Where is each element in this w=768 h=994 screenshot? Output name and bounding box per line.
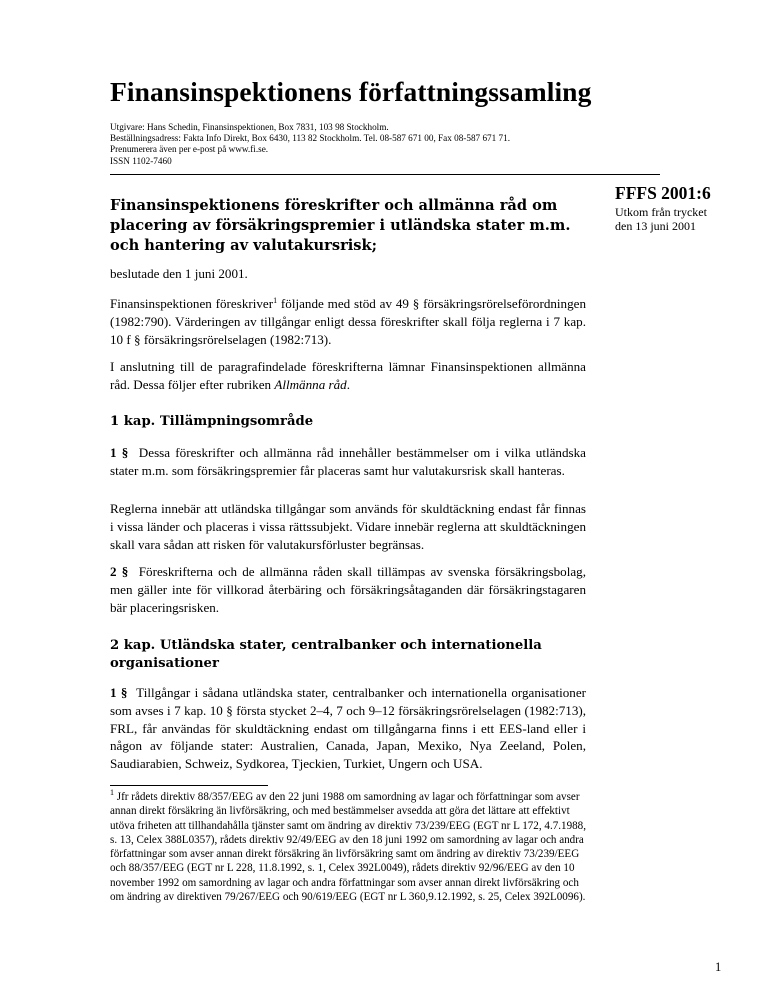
footnote — [110, 790, 586, 904]
footnote-divider — [110, 785, 268, 786]
publication-date-line: den 13 juni 2001 — [615, 219, 696, 233]
section-number: 2 § — [110, 564, 129, 579]
publisher-info — [110, 122, 670, 167]
footnote-marker: 1 — [110, 788, 114, 797]
chapter-1-section-1-paragraph-2: Reglerna innebär att utländska tillgångar som används för skuldtäckning endast får finnas i vissa länder och placeras i vissa rättssubjekt. Vidare innebär reglerna att skuldtäckningen skall vara sådan att risken för valutakursförluster begränsas. — [110, 501, 586, 552]
ffs-code: FFFS 2001:6 — [615, 183, 711, 203]
section-number: 1 § — [110, 685, 128, 700]
decision-date: beslutade den 1 juni 2001. — [110, 266, 248, 281]
advice-text-end: . — [346, 376, 350, 392]
advice-paragraph — [110, 358, 586, 394]
chapter-1-section-2 — [110, 563, 586, 616]
publisher-line: Utgivare: Hans Schedin, Finansinspektionen, Box 7831, 103 98 Stockholm. — [110, 122, 389, 132]
publication-title: Finansinspektionens författningssamling — [110, 76, 592, 107]
header-divider — [110, 174, 660, 175]
advice-text: I anslutning till de paragrafindelade föreskrifterna lämnar Finansinspektionen allmänna råd. Dessa följer efter rubriken — [110, 359, 586, 392]
footnote-reference: 1 — [273, 296, 278, 305]
section-number: 1 § — [110, 445, 129, 460]
intro-text-part1: Finansinspektionen föreskriver — [110, 296, 274, 311]
order-address-line: Beställningsadress: Fakta Info Direkt, Box 6430, 113 82 Stockholm. Tel. 08-587 671 00, Fax 08-587 671 71. — [110, 133, 511, 144]
chapter-1-section-1 — [110, 444, 586, 480]
document-title: Finansinspektionens föreskrifter och allmänna råd om placering av försäkringspremier i utländska stater m.m. och hantering av valutakursrisk; — [110, 197, 571, 254]
page-number: 1 — [715, 960, 722, 974]
issn-line: ISSN 1102-7460 — [110, 155, 172, 166]
chapter-2-heading: 2 kap. Utländska stater, centralbanker och internationella organisationer — [110, 638, 542, 671]
footnote-text: Jfr rådets direktiv 88/357/EEG av den 22 juni 1988 om samordning av lagar och författningar som avser annan direkt försäkring än livförsäkring, och med bestämmelser avsedda att göra det lättare att effektivt utöva friheten att tillhandahålla tjänster samt om ändring av direktiv 73/239/EEG (EGT nr L 172, 4.7.1988, s. 13, Celex 388L0357), rådets direktiv 92/49/EEG av den 18 juni 1992 om samordning av lagar och andra författningar som avser annan direkt försäkring än livförsäkring samt om ändring av direktiv 73/239/EEG och 88/357/EEG (EGT nr L 228, 11.8.1992, s. 1, Celex 392L0049), rådets direktiv 92/96/EEG av den 10 november 1992 om samordning av lagar och andra författningar som avser annan direkt livförsäkring och om ändring av direktiven 79/267/EEG och 90/619/EEG (EGT nr L 360,9.12.1992, s. 25, Celex 392L0096). — [110, 791, 586, 904]
section-text: Föreskrifterna och de allmänna råden skall tillämpas av svenska försäkringsbolag, men gäller inte för villkorad återbäring och försäkringsåtaganden där försäkringstagaren bär placeringsrisken. — [110, 564, 587, 615]
intro-paragraph — [110, 295, 586, 348]
intro-text-part2: följande med stöd av 49 § försäkringsrörelseförordningen (1982:790). Värderingen av tillgångar enligt dessa föreskrifter skall följa reglerna i 7 kap. 10 f § försäkringsrörelselagen (1982:713). — [110, 296, 586, 347]
subscription-line: Prenumerera även per e-post på www.fi.se. — [110, 144, 269, 155]
chapter-2-section-1 — [110, 684, 586, 773]
advice-heading-ref: Allmänna råd — [274, 376, 347, 392]
publication-note-line: Utkom från trycket — [615, 205, 707, 219]
chapter-1-heading: 1 kap. Tillämpningsområde — [110, 414, 314, 429]
publication-date-note — [615, 205, 707, 233]
section-text: Dessa föreskrifter och allmänna råd innehåller bestämmelser om i vilka utländska stater m.m. som försäkringspremier får placeras samt hur valutakursrisk skall hanteras. — [110, 445, 586, 478]
section-text: Tillgångar i sådana utländska stater, centralbanker och internationella organisationer som avses i 7 kap. 10 § första stycket 2–4, 7 och 9–12 försäkringsrörelselagen (1982:713), FRL, får användas för skuldtäckning endast om tillgångarna finns i ett EES-land eller i någon av följande stater: Australien, Canada, Japan, Mexiko, Nya Zeeland, Polen, Saudiarabien, Schweiz, Sydkorea, Tjeckien, Turkiet, Ungern och USA. — [110, 685, 587, 772]
